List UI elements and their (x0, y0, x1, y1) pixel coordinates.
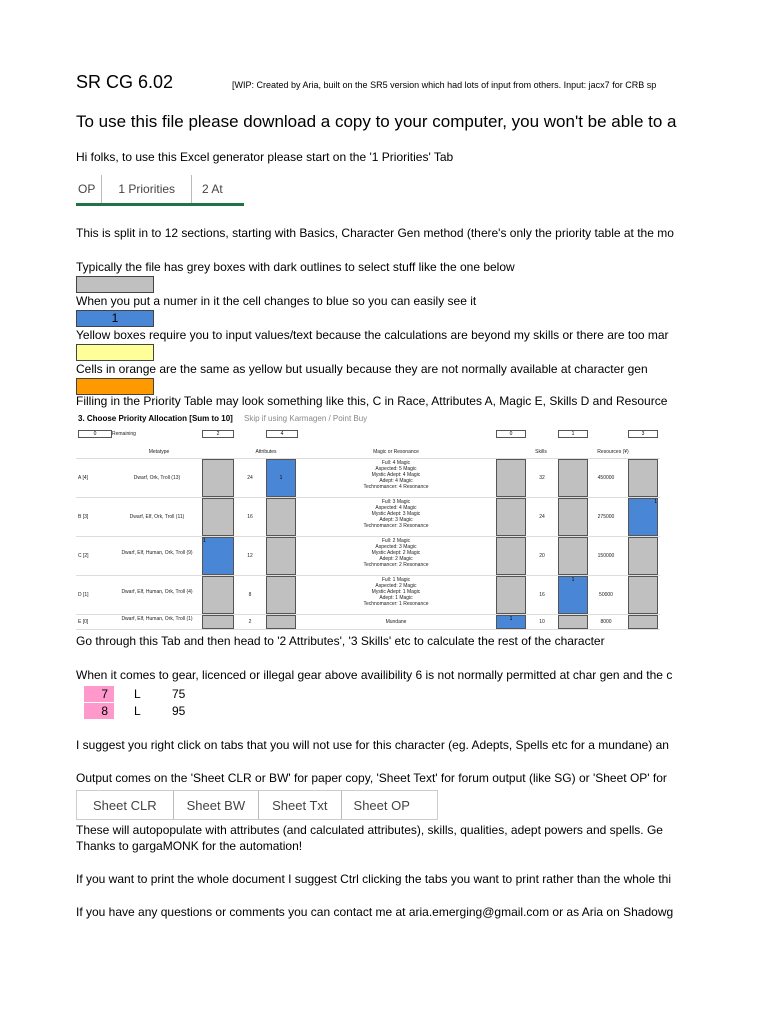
row-skills: 20 (539, 553, 545, 559)
row-grade: D [1] (78, 592, 89, 598)
excel-tab-strip-sheets (76, 790, 438, 820)
header-metatype: Metatype (148, 449, 170, 455)
metatype-total: 2 (202, 430, 234, 438)
skills-select-cell[interactable] (558, 537, 588, 575)
header-attributes: Attributes (255, 449, 277, 455)
skills-select-cell[interactable] (558, 459, 588, 497)
gear-row-1-flag: L (134, 687, 141, 701)
tab-sheet-op[interactable]: Sheet OP (353, 797, 410, 813)
row-magic: Full: 3 Magic Aspected: 4 Magic Mystic Adept: 3 Magic Adept: 3 Magic Technomancer: 3 Resonance (363, 499, 429, 529)
row-attributes: 24 (247, 475, 253, 481)
thanks-text: Thanks to gargaMONK for the automation! (76, 839, 303, 853)
gear-row-1-avail: 7 (84, 686, 114, 702)
magic-select-cell[interactable]: 1 (496, 615, 526, 629)
magic-select-cell[interactable] (496, 537, 526, 575)
row-grade: B [3] (78, 514, 89, 520)
priority-table-subtitle: Skip if using Karmagen / Point Buy (244, 414, 368, 423)
resources-select-cell[interactable] (628, 537, 658, 575)
metatype-select-cell[interactable] (202, 459, 234, 497)
attributes-select-cell[interactable] (266, 615, 296, 629)
row-attributes: 16 (247, 514, 253, 520)
resources-select-cell[interactable] (628, 459, 658, 497)
remaining-label: Remaining (112, 431, 136, 437)
skills-select-cell[interactable] (558, 498, 588, 536)
gear-row-2-flag: L (134, 704, 141, 718)
tab-1-priorities[interactable]: 1 Priorities (102, 175, 192, 203)
next-steps-text: Go through this Tab and then head to '2 Attributes', '3 Skills' etc to calculate the rest of the character (76, 634, 605, 648)
tab-op[interactable]: OP (76, 175, 102, 203)
magic-select-cell[interactable] (496, 459, 526, 497)
magic-total: 0 (496, 430, 526, 438)
row-magic: Full: 2 Magic Aspected: 3 Magic Mystic Adept: 2 Magic Adept: 2 Magic Technomancer: 2 Resonance (363, 538, 429, 568)
row-metatype: Dwarf, Elf, Ork, Troll (11) (129, 514, 185, 520)
metatype-select-cell[interactable] (202, 498, 234, 536)
header-resources: Resources (¥) (597, 449, 629, 455)
skills-select-cell[interactable] (558, 615, 588, 629)
header-skills: Skills (535, 449, 547, 455)
skills-total: 1 (558, 430, 588, 438)
row-skills: 24 (539, 514, 545, 520)
row-skills: 16 (539, 592, 545, 598)
row-resources: 275000 (597, 514, 615, 520)
gear-availability-example (76, 685, 188, 719)
attributes-select-cell[interactable] (266, 498, 296, 536)
priority-table-title: 3. Choose Priority Allocation [Sum to 10] (78, 414, 233, 423)
priority-example-text: Filling in the Priority Table may look something like this, C in Race, Attributes A, Magic E, Skills D and Resource (76, 394, 668, 408)
gear-row-2-cost: 95 (172, 704, 186, 718)
resources-select-cell[interactable] (628, 576, 658, 614)
row-grade: A [4] (78, 475, 89, 481)
yellow-box-text: Yellow boxes require you to input values/text because the calculations are beyond my skills or there are too mar (76, 328, 669, 342)
remaining-value: 0 (78, 430, 112, 438)
header-note: [WIP: Created by Aria, built on the SR5 version which had lots of input from others. Input: jacx7 for CRB sp (232, 80, 657, 90)
attributes-select-cell[interactable]: 1 (266, 459, 296, 497)
row-magic: Full: 1 Magic Aspected: 2 Magic Mystic Adept: 1 Magic Adept: 1 Magic Technomancer: 1 Resonance (363, 577, 429, 607)
orange-cell-text: Cells in orange are the same as yellow but usually because they are not normally available at character gen (76, 362, 648, 376)
row-metatype: Dwarf, Ork, Troll (13) (133, 475, 181, 481)
attributes-select-cell[interactable] (266, 537, 296, 575)
magic-select-cell[interactable] (496, 498, 526, 536)
blue-cell-text: When you put a numer in it the cell changes to blue so you can easily see it (76, 294, 477, 308)
output-text: Output comes on the 'Sheet CLR or BW' for paper copy, 'Sheet Text' for forum output (like SG) or 'Sheet OP' for (76, 771, 667, 785)
autopopulate-text: These will autopopulate with attributes (and calculated attributes), skills, qualities, adept powers and spells. Ge (76, 823, 663, 837)
metatype-select-cell[interactable] (202, 615, 234, 629)
blue-cell-value: 1 (111, 311, 119, 325)
row-skills: 32 (539, 475, 545, 481)
resources-select-cell[interactable]: 1 (628, 498, 658, 536)
row-resources: 450000 (597, 475, 615, 481)
contact-text: If you have any questions or comments you can contact me at aria.emerging@gmail.com or as Aria on Shadowg (76, 905, 674, 919)
attributes-select-cell[interactable] (266, 576, 296, 614)
row-magic: Mundane (385, 619, 407, 625)
excel-tab-strip-priorities (76, 175, 244, 206)
sections-text: This is split in to 12 sections, starting with Basics, Character Gen method (there's only the priority table at the mo (76, 226, 674, 240)
grey-select-cell[interactable] (76, 276, 154, 293)
row-grade: E [0] (78, 619, 89, 625)
grey-box-text: Typically the file has grey boxes with dark outlines to select stuff like the one below (76, 260, 515, 274)
header-magic: Magic or Resonance (373, 449, 419, 455)
row-attributes: 2 (248, 619, 252, 625)
tab-sheet-clr[interactable]: Sheet CLR (77, 791, 174, 819)
row-resources: 50000 (599, 592, 613, 598)
metatype-select-cell[interactable] (202, 576, 234, 614)
row-resources: 8000 (600, 619, 612, 625)
intro-text: Hi folks, to use this Excel generator please start on the '1 Priorities' Tab (76, 150, 454, 164)
gear-row-1-cost: 75 (172, 687, 186, 701)
skills-select-cell[interactable]: 1 (558, 576, 588, 614)
blue-filled-cell[interactable] (76, 310, 154, 327)
attributes-total: 4 (266, 430, 298, 438)
row-grade: C [2] (78, 553, 89, 559)
magic-select-cell[interactable] (496, 576, 526, 614)
metatype-select-cell[interactable]: 1 (202, 537, 234, 575)
gear-text: When it comes to gear, licenced or illegal gear above availibility 6 is not normally permitted at char gen and the c (76, 668, 673, 682)
resources-select-cell[interactable] (628, 615, 658, 629)
row-divider (76, 629, 660, 630)
tab-sheet-txt[interactable]: Sheet Txt (259, 791, 341, 819)
hide-tabs-text: I suggest you right click on tabs that you will not use for this character (eg. Adepts, Spells etc for a mundane) an (76, 738, 669, 752)
gear-row-2-avail: 8 (84, 703, 114, 719)
tab-sheet-bw[interactable]: Sheet BW (174, 791, 260, 819)
row-skills: 10 (539, 619, 545, 625)
row-attributes: 12 (247, 553, 253, 559)
priority-table-example (76, 412, 660, 630)
row-magic: Full: 4 Magic Aspected: 5 Magic Mystic Adept: 4 Magic Adept: 4 Magic Technomancer: 4 Resonance (363, 460, 429, 490)
row-attributes: 8 (248, 592, 252, 598)
tab-2-attributes[interactable]: 2 At (202, 182, 223, 196)
orange-input-cell[interactable] (76, 378, 154, 395)
row-resources: 150000 (597, 553, 615, 559)
yellow-input-cell[interactable] (76, 344, 154, 361)
resources-total: 3 (628, 430, 658, 438)
row-metatype: Dwarf, Elf, Human, Ork, Troll (4) (121, 589, 193, 595)
document-title: SR CG 6.02 (76, 72, 174, 92)
row-metatype: Dwarf, Elf, Human, Ork, Troll (9) (121, 550, 193, 556)
lead-instruction: To use this file please download a copy to your computer, you won't be able to a (76, 112, 677, 131)
row-metatype: Dwarf, Elf, Human, Ork, Troll (1) (121, 616, 193, 622)
print-text: If you want to print the whole document I suggest Ctrl clicking the tabs you want to print rather than the whole thi (76, 872, 671, 886)
